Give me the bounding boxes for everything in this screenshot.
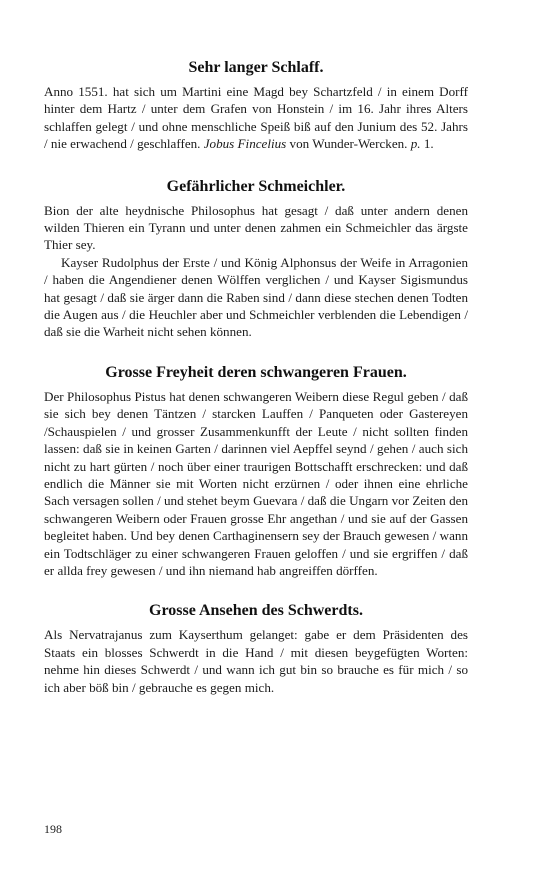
paragraph: Als Nervatrajanus zum Kayserthum gelanget: gabe er dem Präsidenten des Staats ein blosses Schwerdt in die Hand / mit diesen beygefügten Worten: nehme hin dieses Schwerdt / und wann ich gut bin so brauche es für mich / so ich aber böß bin / gebrauche es gegen mich. (44, 627, 468, 695)
source-title: von Wunder-Wercken. (286, 136, 411, 152)
source-author: Jobus Fincelius (203, 136, 287, 152)
page-number: 198 (44, 822, 62, 836)
paragraph-text: Anno 1551. hat sich um Martini eine Magd bey Schartzfeld / in einem Dorff hinter dem Hartz / unter dem Grafen von Honstein / im 16. Jahr ihres Alters schlaffen gelegt / und ohne menschliche Speiß biß auf den Junium des 52. Jahrs / nie erwachend / geschlaffen. (44, 84, 468, 152)
section-heading: Grosse Ansehen des Schwerdts. (149, 602, 363, 620)
section-sword (44, 601, 468, 696)
paragraph: Der Philosophus Pistus hat denen schwangeren Weibern diese Regul geben / daß sie sich bey denen Täntzen / starcken Lauffen / Panqueten oder Gastereyen /Schauspielen / und grosser Zusammenkunfft der Leute / nicht sollten finden lassen: daß sie in keinen Garten / darinnen viel Aepffel seynd / gehen / auch sich nicht zu hart gürten / noch über einer traurigen Bottschafft erschrecken: und daß endlich die Männer sie mit Worten nicht erzürnen / oder ihnen eine ehrliche Sach versagen sollen / und stehet beym Guevara / daß die Ungarn vor Zeiten den schwangeren Weibern oder Frauen grosse Ehr angethan / und sie auf der Gassen begleitet haben. Und bey denen Carthaginensern sey der Brauch gewesen / wann ein Todtschläger zu einer schwangeren Frauen geloffen / und sie ergriffen / daß er allda frey gewesen / und ihn niemand hab angreiffen dörffen. (44, 388, 468, 578)
section-heading: Sehr langer Schlaff. (188, 59, 324, 76)
section-heading: Grosse Freyheit deren schwangeren Frauen. (105, 363, 407, 381)
source-page-abbrev: p. (410, 136, 421, 152)
section-dangerous-flatterer (44, 177, 468, 341)
source-page: 1. (420, 136, 434, 152)
paragraph (44, 83, 468, 153)
section-heading: Gefährlicher Schmeichler. (166, 177, 346, 195)
section-long-sleep (44, 58, 468, 153)
section-pregnant-women (44, 363, 468, 579)
paragraph: Bion der alte heydnische Philosophus hat gesagt / daß unter andern denen wilden Thieren ein Tyrann und unter denen zahmen ein Schmeichler das ärgste Thier sey. (44, 202, 468, 253)
page-content (44, 58, 468, 696)
paragraph: Kayser Rudolphus der Erste / und König Alphonsus der Weife in Arragonien / haben die Angendiener denen Wölffen verglichen / und Kayser Sigismundus hat gesagt / daß sie ärger dann die Raben sind / dann diese stechen denen Todten die Augen aus / die Heuchler aber und Schmeichler verblenden die Lebendigen / daß sie die Warheit nicht sehen können. (44, 254, 468, 340)
